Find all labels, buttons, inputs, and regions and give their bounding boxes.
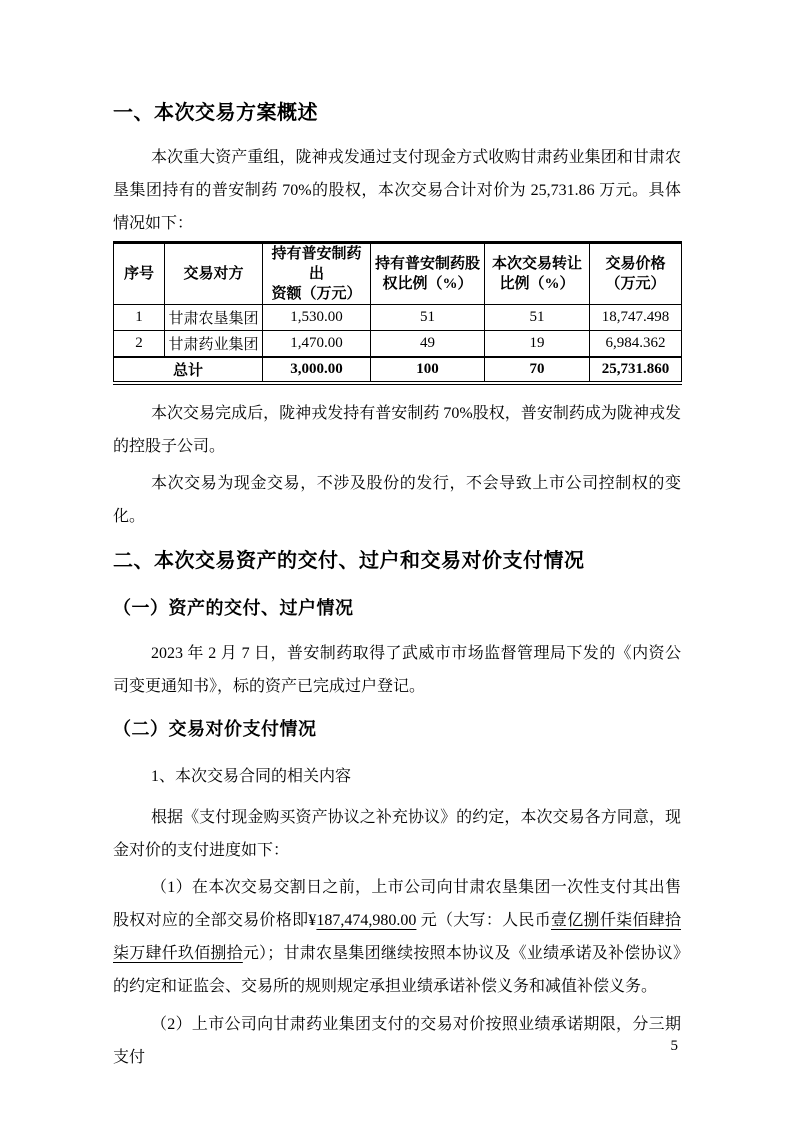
cell-counterparty: 甘肃药业集团 bbox=[165, 331, 263, 358]
cell-capital: 1,470.00 bbox=[263, 331, 371, 358]
cell-seq: 2 bbox=[114, 331, 165, 358]
cell-price: 6,984.362 bbox=[590, 331, 682, 358]
paragraph-cash-deal: 本次交易为现金交易，不涉及股份的发行，不会导致上市公司控制权的变化。 bbox=[113, 475, 681, 525]
header-line: （万元） bbox=[605, 276, 666, 292]
col-header-counterparty bbox=[165, 243, 263, 305]
cell-total-equity: 100 bbox=[371, 357, 485, 383]
cell-counterparty: 甘肃农垦集团 bbox=[165, 305, 263, 331]
cell-total-capital: 3,000.00 bbox=[263, 357, 371, 383]
cell-total-price: 25,731.860 bbox=[590, 357, 682, 383]
section-1-heading: 一、本次交易方案概述 bbox=[113, 102, 318, 124]
paragraph-agreement-basis: 根据《支付现金购买资产协议之补充协议》的约定，本次交易各方同意，现金对价的支付进度如下： bbox=[113, 809, 681, 859]
page-number: 5 bbox=[670, 1038, 678, 1054]
cell-total-transfer: 70 bbox=[485, 357, 590, 383]
item-1-title: 1、本次交易合同的相关内容 bbox=[151, 768, 352, 785]
text-segment: 元（大写：人民币 bbox=[416, 912, 551, 929]
table-row bbox=[114, 305, 682, 331]
header-line: 资额（万元） bbox=[271, 286, 362, 302]
cell-seq: 1 bbox=[114, 305, 165, 331]
header-line: 交易价格 bbox=[605, 256, 666, 272]
table-total-row bbox=[114, 357, 682, 383]
section-2-heading: 二、本次交易资产的交付、过户和交易对价支付情况 bbox=[113, 550, 585, 572]
cell-price: 18,747.498 bbox=[590, 305, 682, 331]
underlined-amount-digits: 187,474,980.00 bbox=[316, 912, 417, 929]
header-line: 本次交易转让 bbox=[491, 256, 582, 272]
section-2-1-heading: （一）资产的交付、过户情况 bbox=[113, 598, 354, 618]
col-header-capital bbox=[263, 243, 371, 305]
paragraph-payment-1 bbox=[113, 871, 681, 1003]
header-line: 持有普安制药出 bbox=[271, 246, 362, 282]
underlined-amount-words: 壹亿捌仟柒佰肆拾柒万肆仟玖佰捌拾 bbox=[113, 912, 681, 962]
cell-total-label: 总计 bbox=[114, 357, 263, 383]
text-segment: （1）在本次交易交割日之前，上市公司向甘肃农垦集团一次性支付其出售股权对应的全部交易价格即¥ bbox=[113, 879, 681, 929]
cell-capital: 1,530.00 bbox=[263, 305, 371, 331]
section-1-intro-paragraph: 本次重大资产重组，陇神戎发通过支付现金方式收购甘肃药业集团和甘肃农垦集团持有的普安制药 70%的股权，本次交易合计对价为 25,731.86 万元。具体情况如下： bbox=[113, 149, 681, 232]
paragraph-payment-2: （2）上市公司向甘肃药业集团支付的交易对价按照业绩承诺期限，分三期支付 bbox=[113, 1016, 681, 1066]
col-header-seq bbox=[114, 243, 165, 305]
paragraph-after-table: 本次交易完成后，陇神戎发持有普安制药 70%股权，普安制药成为陇神戎发的控股子公司。 bbox=[113, 405, 681, 455]
header-line: 比例（%） bbox=[499, 276, 575, 292]
section-2-2-heading: （二）交易对价支付情况 bbox=[113, 719, 317, 739]
header-line: 序号 bbox=[123, 266, 154, 282]
header-line: 交易对方 bbox=[183, 266, 244, 282]
header-line: 权比例（%） bbox=[382, 276, 473, 292]
cell-transfer-ratio: 19 bbox=[485, 331, 590, 358]
paragraph-transfer-registration: 2023 年 2 月 7 日，普安制药取得了武威市市场监督管理局下发的《内资公司变更通知书》，标的资产已完成过户登记。 bbox=[113, 645, 681, 695]
col-header-transfer-ratio bbox=[485, 243, 590, 305]
header-line: 持有普安制药股 bbox=[374, 256, 480, 272]
cell-equity-ratio: 49 bbox=[371, 331, 485, 358]
col-header-price bbox=[590, 243, 682, 305]
col-header-equity-ratio bbox=[371, 243, 485, 305]
transaction-summary-table bbox=[113, 241, 682, 385]
cell-equity-ratio: 51 bbox=[371, 305, 485, 331]
table-row bbox=[114, 331, 682, 358]
text-segment: 元）；甘肃农垦集团继续按照本协议及《业绩承诺及补偿协议》的约定和证监会、交易所的规则规定承担业绩承诺补偿义务和减值补偿义务。 bbox=[113, 945, 681, 995]
table-header-row bbox=[114, 243, 682, 305]
cell-transfer-ratio: 51 bbox=[485, 305, 590, 331]
